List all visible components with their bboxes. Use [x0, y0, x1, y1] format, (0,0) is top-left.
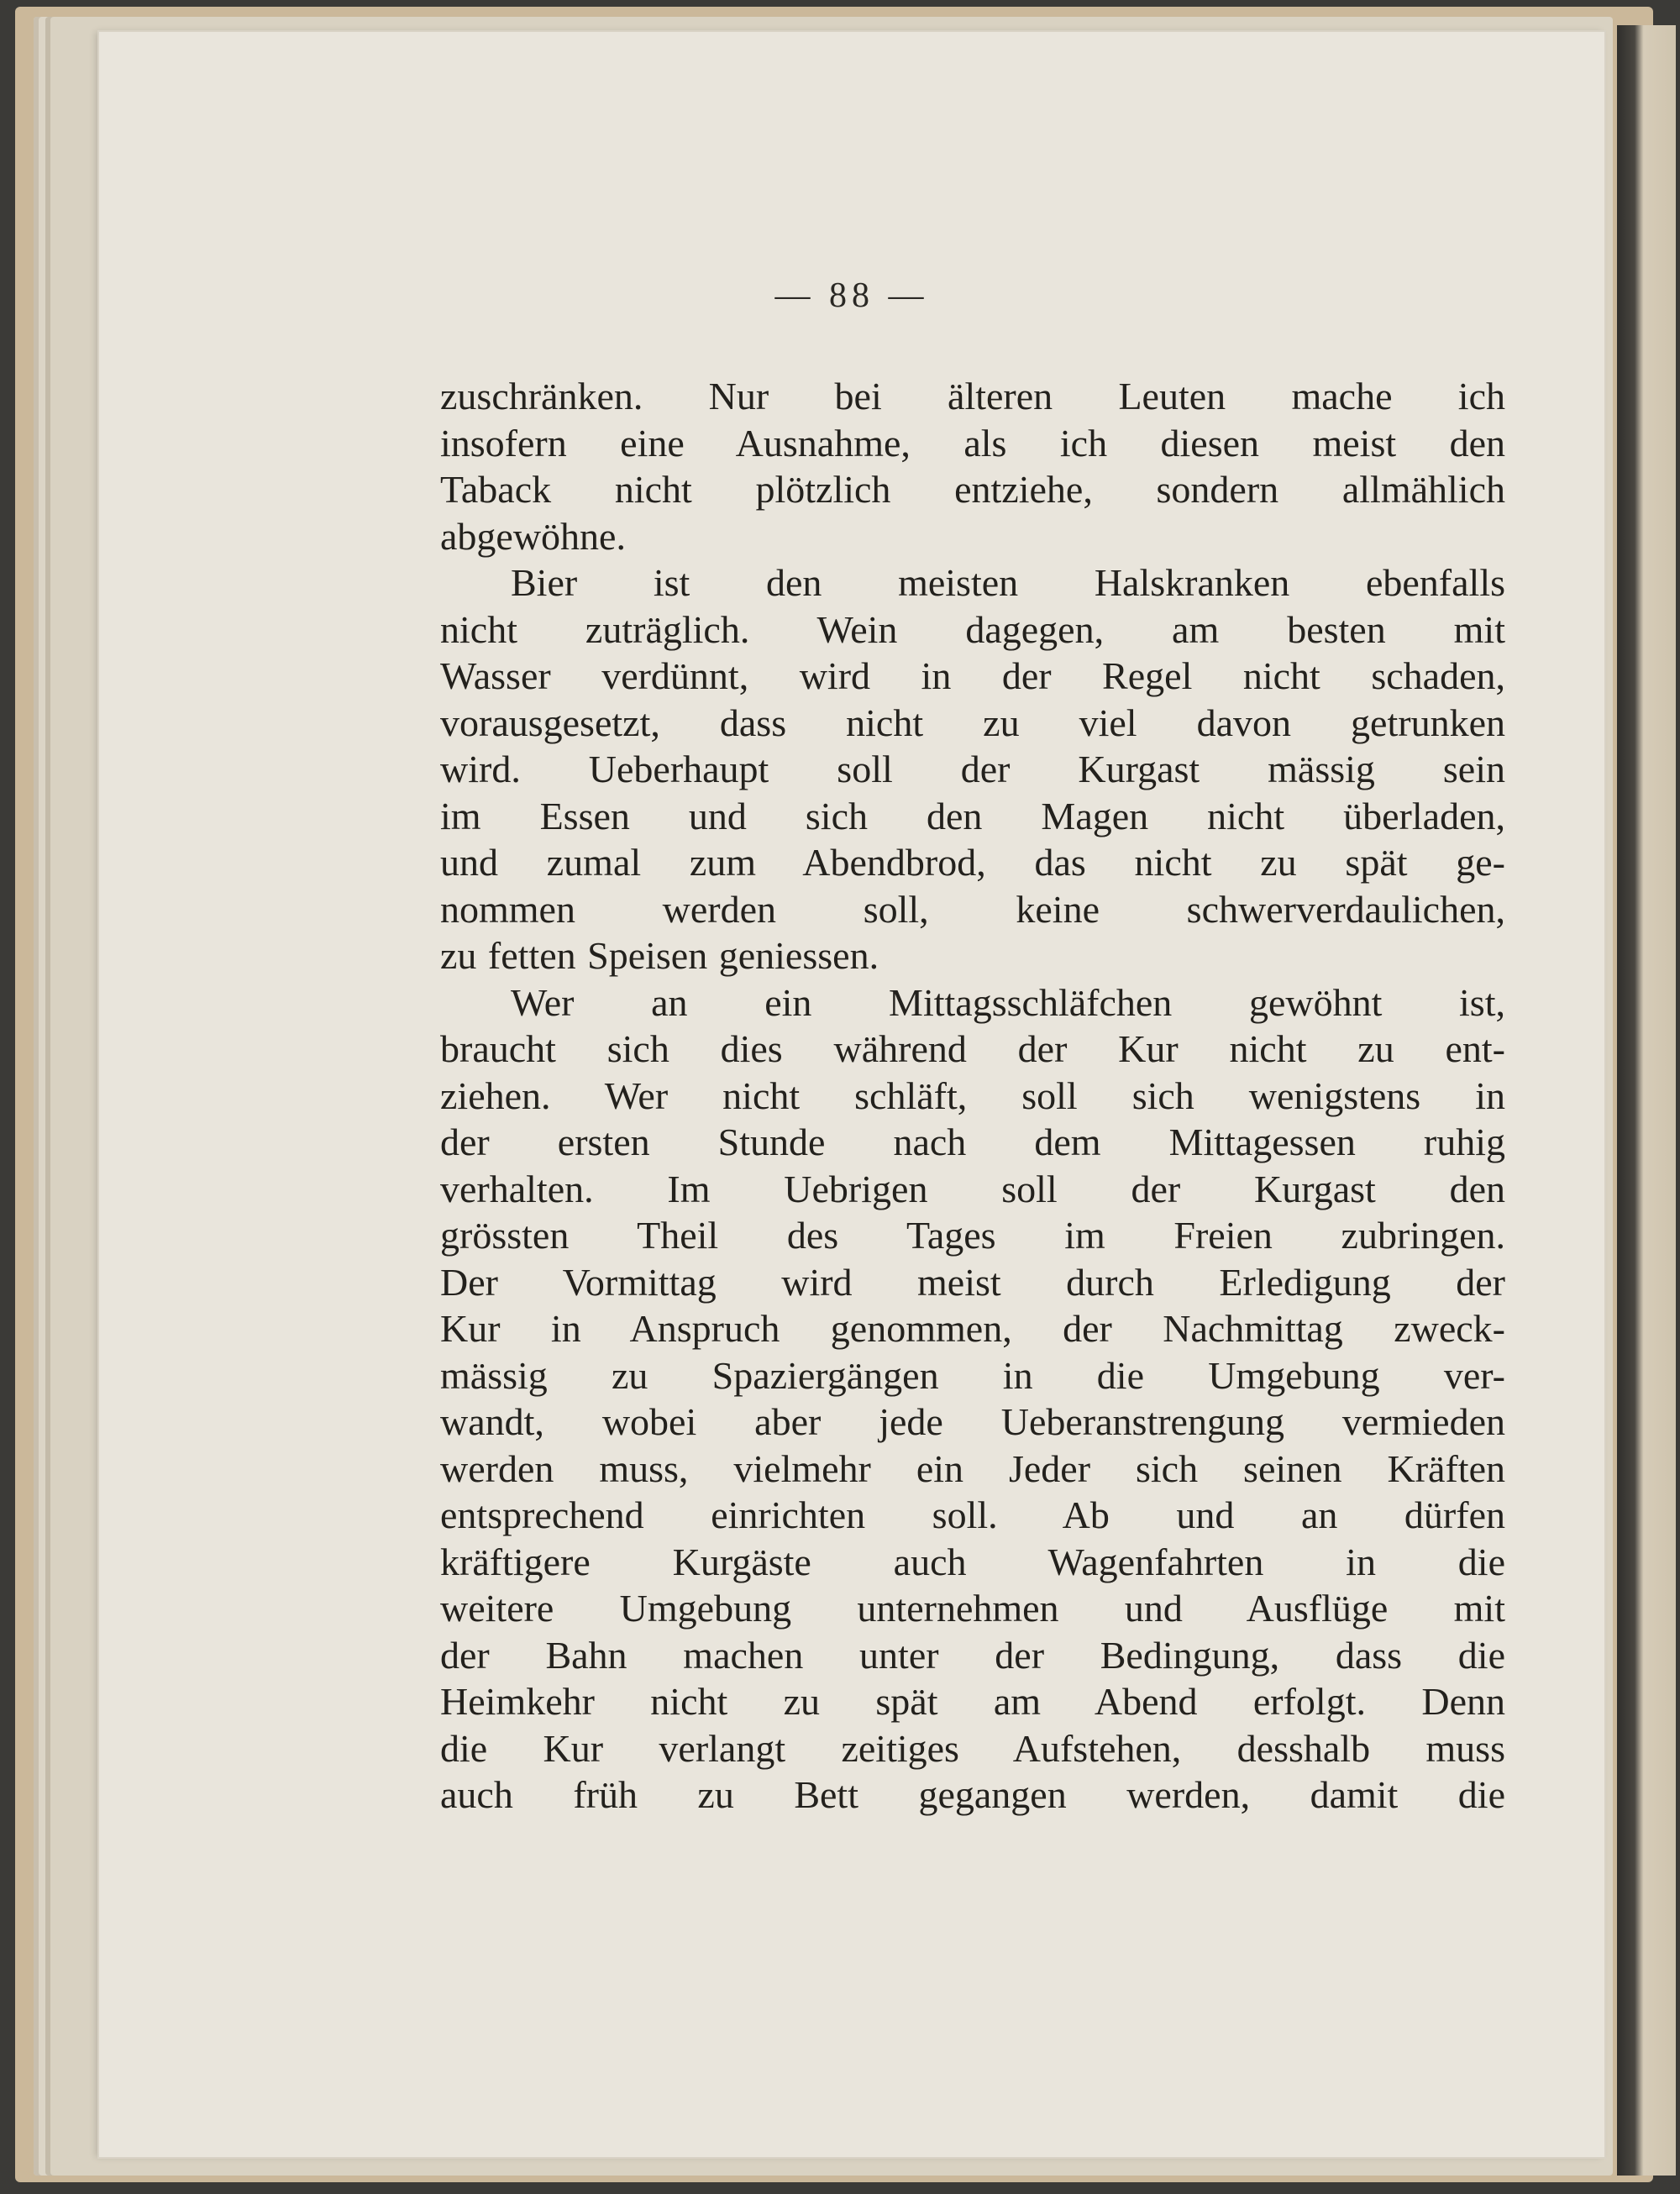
- text-line: die Kur verlangt zeitiges Aufstehen, desshalb muss: [440, 1726, 1505, 1770]
- book-spine-right: [1617, 25, 1676, 2176]
- text-line: auch früh zu Bett gegangen werden, damit die: [440, 1773, 1505, 1816]
- text-line: Bier ist den meisten Halskranken ebenfalls: [511, 561, 1505, 604]
- text-line: im Essen und sich den Magen nicht überladen,: [440, 794, 1505, 837]
- text-line: grössten Theil des Tages im Freien zubringen.: [440, 1214, 1505, 1257]
- text-line: und zumal zum Abendbrod, das nicht zu spät ge-: [440, 841, 1505, 884]
- text-line: insofern eine Ausnahme, als ich diesen meist den: [440, 421, 1505, 465]
- text-line: nommen werden soll, keine schwerverdaulichen,: [440, 887, 1505, 931]
- text-line: Taback nicht plötzlich entziehe, sondern allmählich: [440, 468, 1505, 511]
- book-page: [99, 32, 1604, 2157]
- text-line: der Bahn machen unter der Bedingung, dass die: [440, 1633, 1505, 1677]
- text-line: zuschränken. Nur bei älteren Leuten mache ich: [440, 375, 1505, 417]
- text-line: werden muss, vielmehr ein Jeder sich seinen Kräften: [440, 1446, 1505, 1490]
- text-line: nicht zuträglich. Wein dagegen, am besten mit: [440, 607, 1505, 651]
- text-line: kräftigere Kurgäste auch Wagenfahrten in die: [440, 1540, 1505, 1583]
- text-line: wird. Ueberhaupt soll der Kurgast mässig sein: [440, 748, 1505, 790]
- text-line: Der Vormittag wird meist durch Erledigung der: [440, 1260, 1505, 1304]
- text-line: verhalten. Im Uebrigen soll der Kurgast den: [440, 1167, 1505, 1210]
- text-line: Wer an ein Mittagsschläfchen gewöhnt ist,: [511, 980, 1505, 1024]
- text-line: vorausgesetzt, dass nicht zu viel davon getrunken: [440, 701, 1505, 744]
- text-line: braucht sich dies während der Kur nicht zu ent-: [440, 1027, 1505, 1070]
- text-line: entsprechend einrichten soll. Ab und an dürfen: [440, 1493, 1505, 1536]
- text-line: mässig zu Spaziergängen in die Umgebung ver-: [440, 1353, 1505, 1397]
- text-line: wandt, wobei aber jede Ueberanstrengung vermieden: [440, 1400, 1505, 1443]
- text-line: Heimkehr nicht zu spät am Abend erfolgt. Denn: [440, 1680, 1505, 1723]
- text-line: zu fetten Speisen geniessen.: [440, 934, 879, 977]
- body-text: [440, 373, 1505, 1819]
- text-line: Wasser verdünnt, wird in der Regel nicht schaden,: [440, 654, 1505, 697]
- page-number: — 88 —: [774, 276, 929, 315]
- text-line: Kur in Anspruch genommen, der Nachmittag zweck-: [440, 1307, 1505, 1350]
- text-line: ziehen. Wer nicht schläft, soll sich wenigstens in: [440, 1073, 1505, 1117]
- text-line: abgewöhne.: [440, 514, 626, 558]
- text-line: weitere Umgebung unternehmen und Ausflüge mit: [440, 1587, 1505, 1630]
- text-line: der ersten Stunde nach dem Mittagessen ruhig: [440, 1121, 1505, 1163]
